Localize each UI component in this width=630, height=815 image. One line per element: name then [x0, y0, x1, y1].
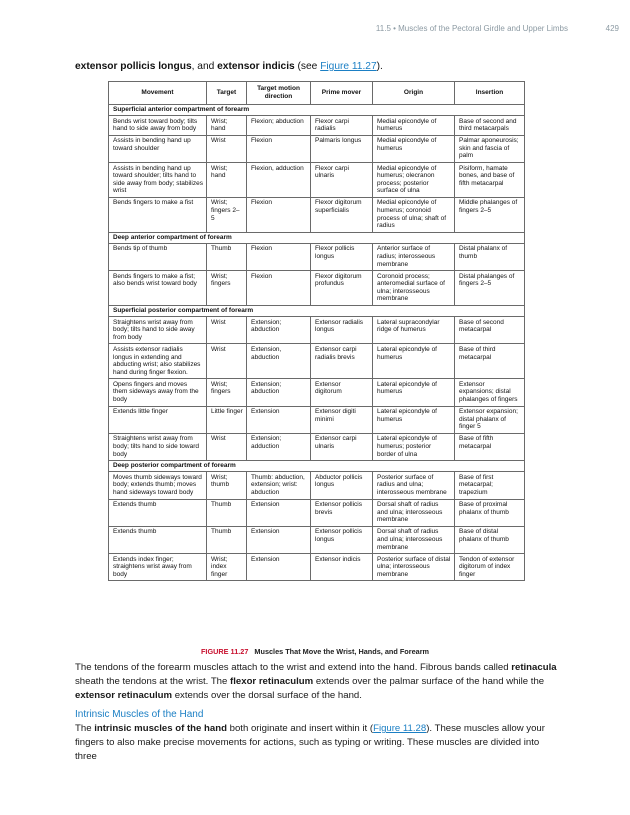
- motion-direction-cell: Extension; abduction: [247, 317, 311, 344]
- term-extensor-pollicis-longus: extensor pollicis longus: [75, 61, 192, 72]
- prime-mover-cell: Extensor pollicis brevis: [311, 499, 373, 526]
- origin-cell: Medial epicondyle of humerus: [373, 116, 455, 136]
- movement-cell: Bends fingers to make a fist; also bends wrist toward body: [109, 271, 207, 306]
- prime-mover-cell: Extensor digiti minimi: [311, 406, 373, 433]
- compartment-row: [109, 306, 525, 317]
- motion-direction-cell: Extension: [247, 406, 311, 433]
- term-flexor-retinaculum: flexor retinaculum: [230, 676, 314, 687]
- target-cell: Wrist; fingers: [207, 271, 247, 306]
- insertion-cell: Base of second metacarpal: [455, 317, 525, 344]
- figure-caption: [0, 647, 630, 656]
- origin-cell: Posterior surface of distal ulna; interosseous membrane: [373, 554, 455, 581]
- table-row: [109, 379, 525, 406]
- movement-cell: Opens fingers and moves them sideways away from the body: [109, 379, 207, 406]
- compartment-title: Deep anterior compartment of forearm: [109, 232, 525, 243]
- column-header: Origin: [373, 82, 455, 105]
- table-row: [109, 554, 525, 581]
- retinacula-paragraph: [75, 661, 560, 703]
- lead-see: (see: [294, 61, 321, 72]
- origin-cell: Lateral epicondyle of humerus: [373, 406, 455, 433]
- movement-cell: Extends thumb: [109, 526, 207, 553]
- movement-cell: Straightens wrist away from body; tilts hand to side toward body: [109, 433, 207, 460]
- compartment-title: Superficial posterior compartment of forearm: [109, 306, 525, 317]
- p2-text-3: ). These muscles allow your fingers to also make precise movements for actions, such as typing or writing. These muscles are divided into three: [75, 723, 545, 762]
- column-header: Prime mover: [311, 82, 373, 105]
- table-row: [109, 271, 525, 306]
- origin-cell: Coronoid process; anteromedial surface of ulna; interosseous membrane: [373, 271, 455, 306]
- column-header: Insertion: [455, 82, 525, 105]
- origin-cell: Medial epicondyle of humerus: [373, 135, 455, 162]
- lead-joiner: , and: [191, 61, 218, 72]
- origin-cell: Medial epicondyle of humerus; coronoid process of ulna; shaft of radius: [373, 197, 455, 232]
- origin-cell: Lateral supracondylar ridge of humerus: [373, 317, 455, 344]
- table-row: [109, 406, 525, 433]
- motion-direction-cell: Flexion; abduction: [247, 116, 311, 136]
- table-row: [109, 135, 525, 162]
- movement-cell: Assists extensor radialis longus in extending and abducting wrist; also stabilizes hand during finger flexion.: [109, 344, 207, 379]
- prime-mover-cell: Extensor indicis: [311, 554, 373, 581]
- term-retinacula: retinacula: [511, 662, 557, 673]
- origin-cell: Lateral epicondyle of humerus; posterior border of ulna: [373, 433, 455, 460]
- insertion-cell: Base of proximal phalanx of thumb: [455, 499, 525, 526]
- prime-mover-cell: Extensor digitorum: [311, 379, 373, 406]
- target-cell: Wrist; hand: [207, 116, 247, 136]
- target-cell: Thumb: [207, 526, 247, 553]
- column-header: Target motion direction: [247, 82, 311, 105]
- motion-direction-cell: Thumb: abduction, extension; wrist: abduction: [247, 472, 311, 499]
- movement-cell: Straightens wrist away from body; tilts hand to side away from body: [109, 317, 207, 344]
- insertion-cell: Base of second and third metacarpals: [455, 116, 525, 136]
- prime-mover-cell: Extensor carpi ulnaris: [311, 433, 373, 460]
- motion-direction-cell: Flexion, adduction: [247, 163, 311, 198]
- table-row: [109, 243, 525, 270]
- prime-mover-cell: Flexor carpi radialis: [311, 116, 373, 136]
- compartment-row: [109, 461, 525, 472]
- table-row: [109, 197, 525, 232]
- compartment-title: Superficial anterior compartment of forearm: [109, 105, 525, 116]
- figure-11-27-link[interactable]: Figure 11.27: [320, 61, 377, 72]
- insertion-cell: Base of distal phalanx of thumb: [455, 526, 525, 553]
- insertion-cell: Middle phalanges of fingers 2–5: [455, 197, 525, 232]
- target-cell: Wrist; thumb: [207, 472, 247, 499]
- compartment-title: Deep posterior compartment of forearm: [109, 461, 525, 472]
- p1-text-4: extends over the dorsal surface of the hand.: [172, 690, 362, 701]
- p1-text-3: extends over the palmar surface of the hand while the: [313, 676, 545, 687]
- movement-cell: Bends tip of thumb: [109, 243, 207, 270]
- origin-cell: Lateral epicondyle of humerus: [373, 379, 455, 406]
- origin-cell: Dorsal shaft of radius and ulna; interosseous membrane: [373, 526, 455, 553]
- compartment-row: [109, 105, 525, 116]
- term-extensor-indicis: extensor indicis: [217, 61, 295, 72]
- movement-cell: Bends wrist toward body; tilts hand to side away from body: [109, 116, 207, 136]
- prime-mover-cell: Palmaris longus: [311, 135, 373, 162]
- origin-cell: Lateral epicondyle of humerus: [373, 344, 455, 379]
- prime-mover-cell: Extensor radialis longus: [311, 317, 373, 344]
- table-row: [109, 317, 525, 344]
- movement-cell: Bends fingers to make a fist: [109, 197, 207, 232]
- motion-direction-cell: Flexion: [247, 243, 311, 270]
- target-cell: Wrist; index finger: [207, 554, 247, 581]
- target-cell: Wrist; fingers: [207, 379, 247, 406]
- insertion-cell: Palmar aponeurosis; skin and fascia of palm: [455, 135, 525, 162]
- motion-direction-cell: Extension, abduction: [247, 344, 311, 379]
- origin-cell: Dorsal shaft of radius and ulna; interosseous membrane: [373, 499, 455, 526]
- table-row: [109, 344, 525, 379]
- prime-mover-cell: Extensor pollicis longus: [311, 526, 373, 553]
- insertion-cell: Tendon of extensor digitorum of index finger: [455, 554, 525, 581]
- motion-direction-cell: Flexion: [247, 271, 311, 306]
- target-cell: Thumb: [207, 499, 247, 526]
- origin-cell: Anterior surface of radius; interosseous membrane: [373, 243, 455, 270]
- insertion-cell: Pisiform, hamate bones, and base of fifth metacarpal: [455, 163, 525, 198]
- insertion-cell: Base of fifth metacarpal: [455, 433, 525, 460]
- insertion-cell: Base of first metacarpal; trapezium: [455, 472, 525, 499]
- prime-mover-cell: Extensor carpi radialis brevis: [311, 344, 373, 379]
- prime-mover-cell: Flexor pollicis longus: [311, 243, 373, 270]
- origin-cell: Medial epicondyle of humerus; olecranon process; posterior surface of ulna: [373, 163, 455, 198]
- p1-text-2: sheath the tendons at the wrist. The: [75, 676, 231, 687]
- p2-text-2: both originate and insert within it (: [226, 723, 374, 734]
- motion-direction-cell: Extension: [247, 526, 311, 553]
- table-row: [109, 526, 525, 553]
- movement-cell: Extends index finger; straightens wrist away from body: [109, 554, 207, 581]
- target-cell: Thumb: [207, 243, 247, 270]
- figure-label: FIGURE 11.27: [200, 647, 249, 656]
- figure-title: Muscles That Move the Wrist, Hands, and Forearm: [254, 647, 430, 656]
- table-row: [109, 433, 525, 460]
- target-cell: Wrist; hand: [207, 163, 247, 198]
- prime-mover-cell: Flexor carpi ulnaris: [311, 163, 373, 198]
- target-cell: Wrist: [207, 433, 247, 460]
- target-cell: Wrist; fingers 2–5: [207, 197, 247, 232]
- prime-mover-cell: Flexor digitorum superficialis: [311, 197, 373, 232]
- target-cell: Wrist: [207, 135, 247, 162]
- motion-direction-cell: Extension; abduction: [247, 379, 311, 406]
- movement-cell: Moves thumb sideways toward body; extends thumb; moves hand sideways toward body: [109, 472, 207, 499]
- prime-mover-cell: Abductor pollicis longus: [311, 472, 373, 499]
- lead-sentence: [75, 60, 555, 73]
- table-row: [109, 499, 525, 526]
- page-number: 429: [605, 24, 619, 33]
- column-header: Target: [207, 82, 247, 105]
- insertion-cell: Extensor expansions; distal phalanges of fingers: [455, 379, 525, 406]
- insertion-cell: Distal phalanges of fingers 2–5: [455, 271, 525, 306]
- intrinsic-paragraph: [75, 722, 560, 764]
- p2-text-1: The: [75, 723, 95, 734]
- section-heading: Intrinsic Muscles of the Hand: [75, 709, 204, 720]
- movement-cell: Extends little finger: [109, 406, 207, 433]
- target-cell: Wrist: [207, 344, 247, 379]
- column-header: Movement: [109, 82, 207, 105]
- p1-text-1: The tendons of the forearm muscles attach to the wrist and extend into the hand. Fibrous bands called: [75, 662, 512, 673]
- figure-11-28-link[interactable]: Figure 11.28: [373, 723, 427, 734]
- insertion-cell: Distal phalanx of thumb: [455, 243, 525, 270]
- movement-cell: Assists in bending hand up toward shoulder: [109, 135, 207, 162]
- lead-end: ).: [376, 61, 383, 72]
- insertion-cell: Base of third metacarpal: [455, 344, 525, 379]
- term-intrinsic-muscles: intrinsic muscles of the hand: [94, 723, 227, 734]
- movement-cell: Extends thumb: [109, 499, 207, 526]
- table-row: [109, 116, 525, 136]
- running-header-title: 11.5 • Muscles of the Pectoral Girdle and Upper Limbs: [375, 24, 568, 33]
- table-row: [109, 472, 525, 499]
- running-header: [0, 24, 630, 38]
- target-cell: Little finger: [207, 406, 247, 433]
- motion-direction-cell: Extension: [247, 554, 311, 581]
- motion-direction-cell: Flexion: [247, 197, 311, 232]
- term-extensor-retinaculum: extensor retinaculum: [75, 690, 173, 701]
- table-row: [109, 163, 525, 198]
- motion-direction-cell: Extension; adduction: [247, 433, 311, 460]
- movement-cell: Assists in bending hand up toward shoulder; tilts hand to side away from body; stabilizes wrist: [109, 163, 207, 198]
- prime-mover-cell: Flexor digitorum profundus: [311, 271, 373, 306]
- origin-cell: Posterior surface of radius and ulna; interosseous membrane: [373, 472, 455, 499]
- compartment-row: [109, 232, 525, 243]
- insertion-cell: Extensor expansion; distal phalanx of finger 5: [455, 406, 525, 433]
- motion-direction-cell: Extension: [247, 499, 311, 526]
- table-header-row: [109, 82, 525, 105]
- table-body: [109, 105, 525, 581]
- target-cell: Wrist: [207, 317, 247, 344]
- muscles-table: [108, 81, 525, 581]
- motion-direction-cell: Flexion: [247, 135, 311, 162]
